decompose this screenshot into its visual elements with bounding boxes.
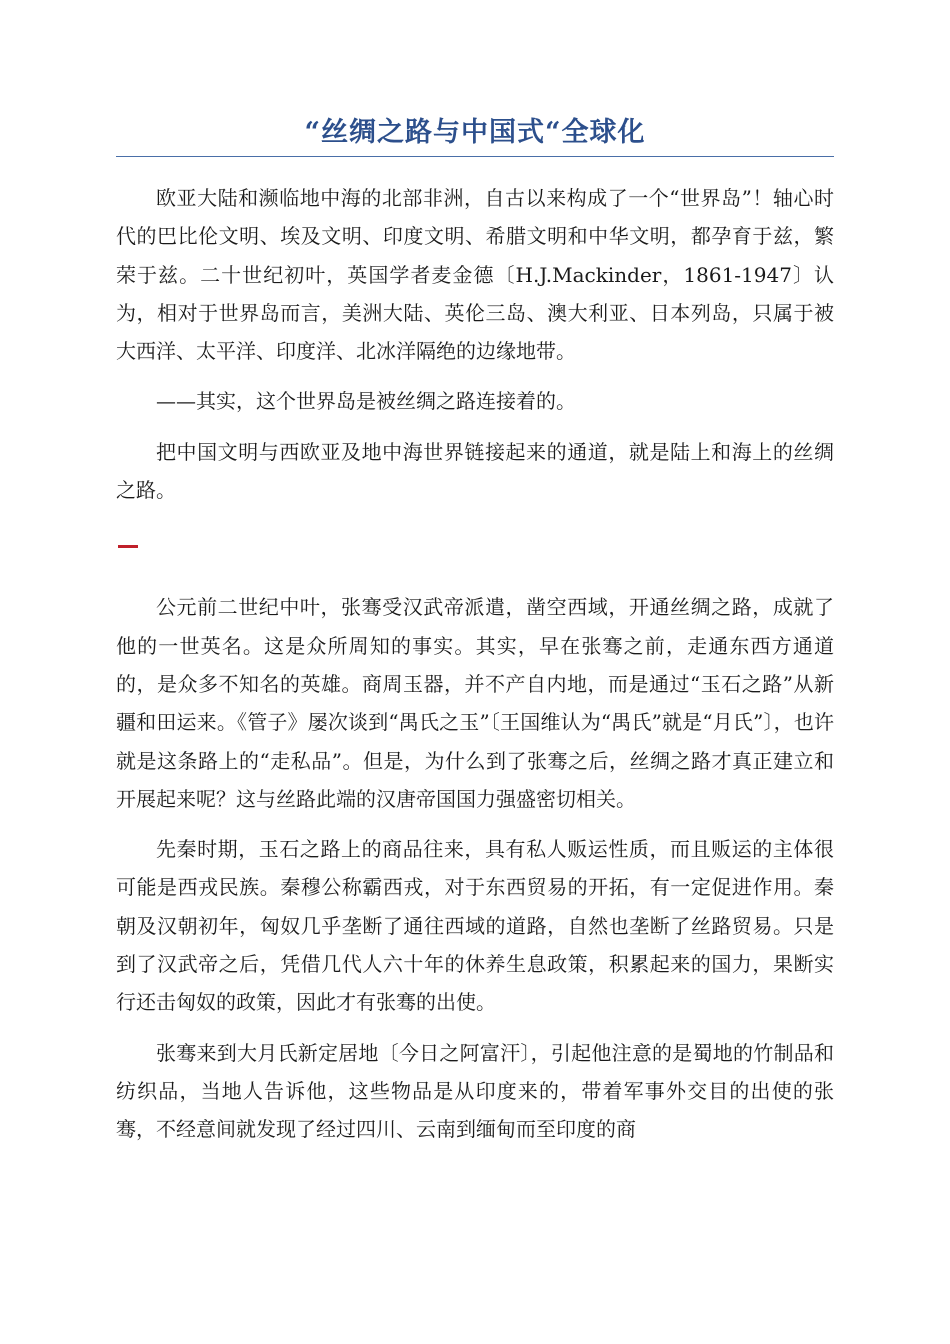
title-underline [116, 156, 834, 157]
section-marker [118, 545, 138, 548]
page-title: “丝绸之路与中国式“全球化 [304, 117, 646, 148]
paragraph: 先秦时期，玉石之路上的商品往来，具有私人贩运性质，而且贩运的主体很可能是西戎民族。秦穆公称霸西戎，对于东西贸易的开拓，有一定促进作用。秦朝及汉朝初年，匈奴几乎垄断了通往西域的道路，自然也垄断了丝路贸易。只是到了汉武帝之后，凭借几代人六十年的休养生息政策，积累起来的国力，果断实行还击匈奴的政策，因此才有张骞的出使。 [116, 837, 834, 1015]
paragraph: 公元前二世纪中叶，张骞受汉武帝派遣，凿空西域，开通丝绸之路，成就了他的一世英名。这是众所周知的事实。其实，早在张骞之前，走通东西方通道的，是众多不知名的英雄。商周玉器，并不产自内地，而是通过“玉石之路”从新疆和田运来。《管子》屡次谈到“禺氏之玉”〔王国维认为“禺氏”就是“月氏”〕，也许就是这条路上的“走私品”。但是，为什么到了张骞之后，丝绸之路才真正建立和开展起来呢？这与丝路此端的汉唐帝国国力强盛密切相关。 [116, 595, 834, 811]
paragraph: 把中国文明与西欧亚及地中海世界链接起来的通道，就是陆上和海上的丝绸之路。 [116, 439, 834, 503]
paragraph: 欧亚大陆和濒临地中海的北部非洲，自古以来构成了一个“世界岛”！轴心时代的巴比伦文明、埃及文明、印度文明、希腊文明和中华文明，都孕育于兹，繁荣于兹。二十世纪初叶，英国学者麦金德〔H.J.Mackinder，1861-1947〕认为，相对于世界岛而言，美洲大陆、英伦三岛、澳大利亚、日本列岛，只属于被大西洋、太平洋、印度洋、北冰洋隔绝的边缘地带。 [116, 186, 834, 364]
paragraph: ——其实，这个世界岛是被丝绸之路连接着的。 [156, 389, 576, 414]
document-page [116, 112, 834, 1161]
paragraph: 张骞来到大月氏新定居地〔今日之阿富汗〕，引起他注意的是蜀地的竹制品和纺织品，当地人告诉他，这些物品是从印度来的，带着军事外交目的出使的张骞，不经意间就发现了经过四川、云南到缅甸而至印度的商 [116, 1040, 834, 1142]
